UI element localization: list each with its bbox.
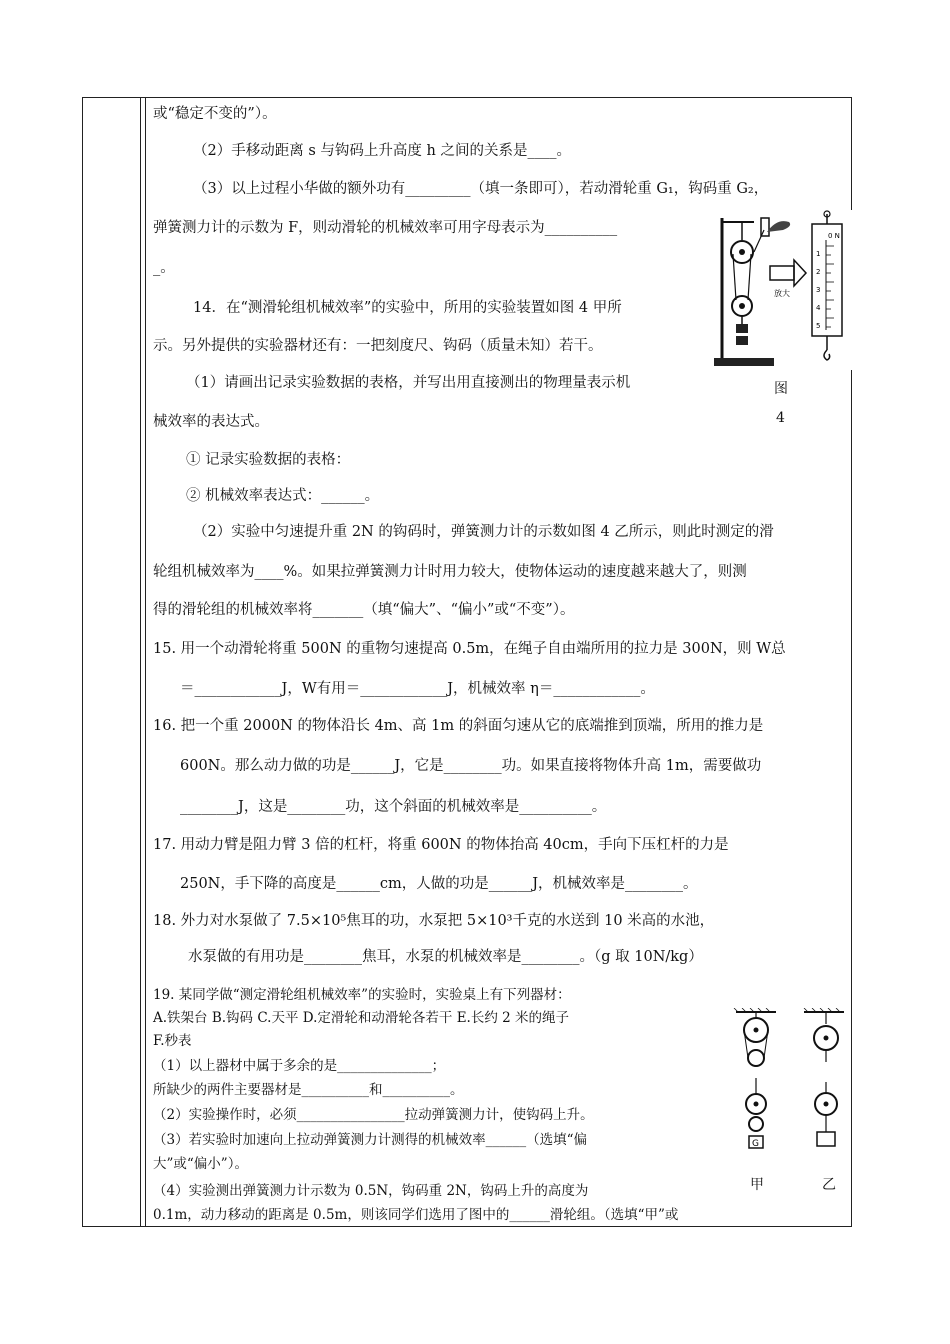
column-divider-1: [140, 98, 141, 1226]
figure-4-apparatus: [712, 210, 854, 370]
text-line: _。: [153, 260, 175, 276]
text-line: （2）实验操作时，必须________________拉动弹簧测力计，使钩码上升。: [153, 1107, 594, 1123]
text-line: 示。另外提供的实验器材还有：一把刻度尺、钩码（质量未知）若干。: [153, 338, 603, 354]
text-line: （3）以上过程小华做的额外功有_________（填一条即可），若动滑轮重 G₁，钩码重 G₂，: [193, 181, 769, 197]
text-line: 15. 用一个动滑轮将重 500N 的重物匀速提高 0.5m，在绳子自由端所用的拉力是 300N，则 W总: [153, 641, 786, 657]
text-line: F.秒表: [153, 1033, 192, 1049]
text-line: 水泵做的有用功是________焦耳，水泵的机械效率是________。（g 取 10N/kg）: [188, 949, 703, 965]
text-line: 所缺少的两件主要器材是__________和__________。: [153, 1082, 464, 1098]
weight-label: G: [752, 1139, 759, 1149]
text-line: 或“稳定不变的”）。: [153, 106, 277, 122]
figure-19-label-right: 乙: [822, 1177, 836, 1193]
scale-tick-label: 3: [816, 286, 821, 294]
text-line: 大”或“偏小”）。: [153, 1156, 248, 1172]
text-line: ________J，这是________功，这个斜面的机械效率是__________。: [180, 799, 607, 815]
scale-tick-label: 1: [816, 250, 821, 258]
text-line: （1）以上器材中属于多余的是______________；: [153, 1058, 446, 1074]
text-line: ② 机械效率表达式：______。: [186, 488, 380, 504]
arrow-text: 放大: [774, 289, 790, 298]
text-line: 械效率的表达式。: [153, 414, 269, 430]
text-line: A.铁架台 B.钩码 C.天平 D.定滑轮和动滑轮各若干 E.长约 2 米的绳子: [153, 1010, 570, 1026]
text-line: （1）请画出记录实验数据的表格，并写出用直接测出的物理量表示机: [186, 375, 631, 391]
text-line: ① 记录实验数据的表格：: [186, 452, 351, 468]
column-divider-2: [145, 98, 146, 1226]
figure-4-number: 4: [776, 410, 785, 426]
text-line: （3）若实验时加速向上拉动弹簧测力计测得的机械效率______（选填“偏: [153, 1132, 587, 1148]
figure-19-pulleys: [730, 1008, 848, 1164]
text-line: （2）实验中匀速提升重 2N 的钩码时，弹簧测力计的示数如图 4 乙所示，则此时测定的滑: [193, 524, 774, 540]
text-line: 弹簧测力计的示数为 F，则动滑轮的机械效率可用字母表示为__________: [153, 220, 618, 236]
figure-19-label-left: 甲: [750, 1177, 764, 1193]
text-line: 18. 外力对水泵做了 7.5×10⁵焦耳的功，水泵把 5×10³千克的水送到 10 米高的水池，: [153, 913, 715, 929]
text-line: 17. 用动力臂是阻力臂 3 倍的杠杆，将重 600N 的物体抬高 40cm，手向下压杠杆的力是: [153, 837, 729, 853]
text-line: 19. 某同学做“测定滑轮组机械效率”的实验时，实验桌上有下列器材：: [153, 987, 571, 1003]
text-line: 0.1m，动力移动的距离是 0.5m，则该同学们选用了图中的______滑轮组。（选填“甲”或: [153, 1207, 679, 1223]
scale-tick-label: 2: [816, 268, 821, 276]
text-line: 250N，手下降的高度是______cm，人做的功是______J，机械效率是________。: [180, 876, 698, 892]
text-line: 得的滑轮组的机械效率将_______（填“偏大”、“偏小”或“不变”）。: [153, 602, 575, 618]
scale-tick-label: 4: [816, 304, 821, 312]
scale-tick-label: 5: [816, 322, 821, 330]
text-line: （2）手移动距离 s 与钩码上升高度 h 之间的关系是____。: [193, 143, 571, 159]
text-line: ＝____________J，W有用＝____________J，机械效率 η＝____________。: [180, 681, 655, 697]
text-line: 轮组机械效率为____%。如果拉弹簧测力计时用力较大，使物体运动的速度越来越大了，则测: [153, 564, 747, 580]
text-line: 14．在“测滑轮组机械效率”的实验中，所用的实验装置如图 4 甲所: [193, 300, 622, 316]
text-line: 16. 把一个重 2000N 的物体沿长 4m、高 1m 的斜面匀速从它的底端推到顶端，所用的推力是: [153, 718, 764, 734]
scale-top-label: 0 N: [828, 232, 840, 240]
text-line: 600N。那么动力做的功是______J，它是________功。如果直接将物体升高 1m，需要做功: [180, 758, 762, 774]
text-line: （4）实验测出弹簧测力计示数为 0.5N，钩码重 2N，钩码上升的高度为: [153, 1183, 589, 1199]
figure-4-caption: 图: [774, 381, 788, 397]
